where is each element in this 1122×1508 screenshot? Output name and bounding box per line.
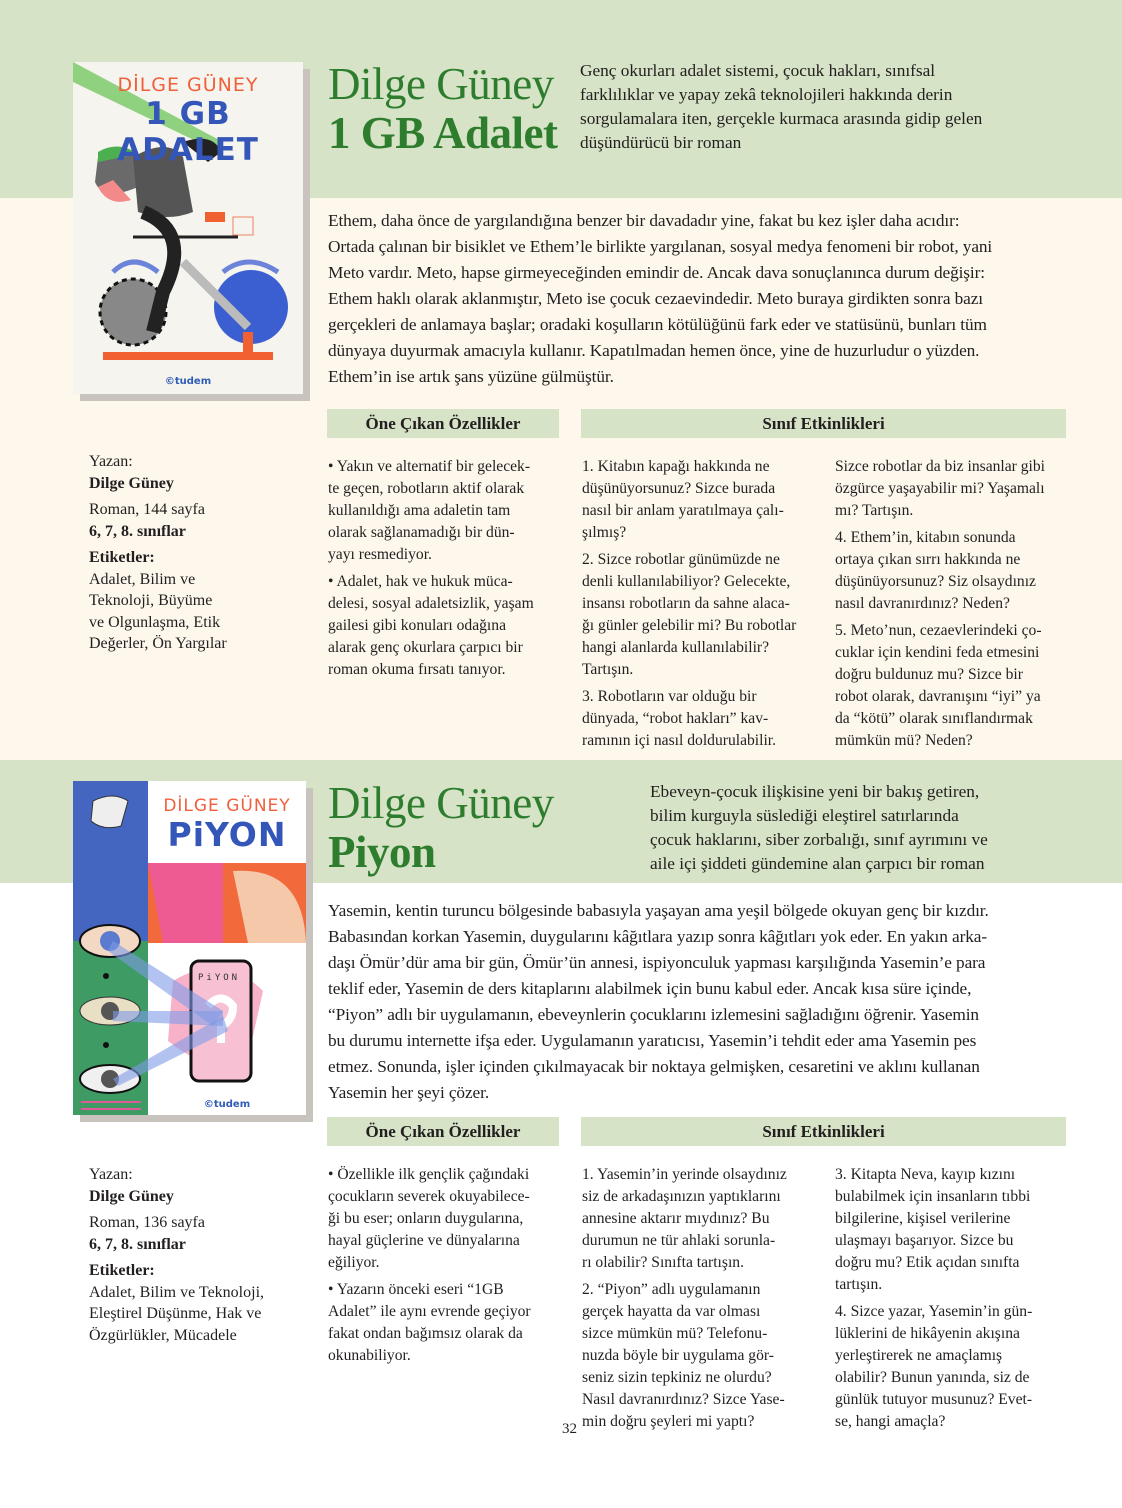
book1-title-block bbox=[328, 59, 558, 158]
book1-cover-image bbox=[73, 62, 303, 394]
book1-cover-author: DİLGE GÜNEY bbox=[117, 74, 259, 96]
book1-activities-header: Sınıf Etkinlikleri bbox=[581, 409, 1066, 438]
meta-tags-line: Adalet, Bilim ve bbox=[89, 570, 196, 588]
tagline-line: düşündürücü bir roman bbox=[580, 133, 742, 152]
summary-line: Ethem’in ise artık şans yüzüne gülmüştür. bbox=[328, 367, 614, 386]
book2-cover-title: PiYON bbox=[167, 815, 287, 854]
meta-tags-line: Eleştirel Düşünme, Hak ve bbox=[89, 1305, 262, 1322]
activity-item: 3. Robotların var olduğu bir dünyada, “robot hakları” kav- ramının içi nasıl doldurulabilir. bbox=[582, 688, 777, 749]
summary-line: Yasemin her şeyi çözer. bbox=[328, 1083, 490, 1102]
book1-activities-col1 bbox=[582, 456, 822, 757]
activity-item: 2. “Piyon” adlı uygulamanın gerçek hayatta da var olması sizce mümkün mü? Telefonu- nuzda böyle bir uygulama gör- seniz sizin tepkiniz ne olurdu? Nasıl davranırdınız? Sizce Yase- min doğru şeyleri mi yaptı? bbox=[582, 1281, 785, 1430]
book2-cover-image bbox=[73, 781, 306, 1115]
highlight-item: • Yazarın önceki eseri “1GB Adalet” ile aynı evrende geçiyor fakat ondan bağımsız olarak da okunabiliyor. bbox=[328, 1281, 531, 1364]
page-number: 32 bbox=[562, 1421, 577, 1437]
book1-highlights-header: Öne Çıkan Özellikler bbox=[327, 409, 559, 438]
summary-line: Meto vardır. Meto, hapse girmeyeceğinden emindir de. Ancak dava sonuçlanınca durum değişir: bbox=[328, 263, 985, 282]
activity-item: 3. Kitapta Neva, kayıp kızını bulabilmek için insanların tıbbi bilgilerine, kişisel verilerine ulaşmayı başarıyor. Sizce bu doğru mu? Etik açıdan sınıfta tartışın. bbox=[835, 1166, 1031, 1293]
meta-tags-line: Teknoloji, Büyüme bbox=[89, 592, 213, 609]
tagline-line: farklılıklar ve yapay zekâ teknolojileri hakkında derin bbox=[580, 85, 953, 104]
meta-tags-line: Özgürlükler, Mücadele bbox=[89, 1326, 237, 1344]
tagline-line: Genç okurları adalet sistemi, çocuk hakları, sınıfsal bbox=[580, 61, 936, 80]
summary-line: gerçekleri de anlamaya başlar; oradaki koşulların kötülüğünü fark eder ve statüsünü, bunları tüm bbox=[328, 315, 987, 334]
book2-title-heading: Piyon bbox=[328, 827, 436, 877]
book1-title-heading: 1 GB Adalet bbox=[328, 108, 558, 158]
summary-line: teklif eder, Yasemin de ders kitaplarını alabilmek için bunu kabul eder. Ancak kısa süre içinde, bbox=[328, 979, 972, 998]
activity-item: Sizce robotlar da biz insanlar gibi özgürce yaşayabilir mi? Yaşamalı mı? Tartışın. bbox=[835, 458, 1046, 519]
summary-line: Yasemin, kentin turuncu bölgesinde babasıyla yaşayan ama yeşil bölgede okuyan genç bir kızdır. bbox=[328, 901, 989, 920]
book2-tagline bbox=[650, 780, 988, 876]
book2-summary bbox=[328, 898, 1068, 1106]
book2-cover-author: DİLGE GÜNEY bbox=[163, 796, 291, 816]
tagline-line: Ebeveyn-çocuk ilişkisine yeni bir bakış getiren, bbox=[650, 782, 980, 801]
activity-item: 5. Meto’nun, cezaevlerindeki ço- cuklar için kendini feda etmesini doğru buldunuz mu? Sizce bir robot olarak, davranışını “iyi” ya da “kötü” olarak sınıflandırmak mümkün mü? Neden? bbox=[835, 622, 1042, 749]
tagline-line: çocuk haklarını, siber zorbalığı, sınıf ayrımını ve bbox=[650, 830, 988, 849]
meta-tags-label: Etiketler: bbox=[89, 549, 155, 566]
summary-line: “Piyon” adlı bir uygulamanın, ebeveynlerin çocuklarını izlemesini sağladığını öğrenir. Yasemin bbox=[328, 1005, 979, 1024]
summary-line: Babasından korkan Yasemin, duygularını kâğıtlara yazıp sonra kâğıtları yok eder. En yakın arka- bbox=[328, 927, 988, 946]
meta-grades: 6, 7, 8. sınıflar bbox=[89, 1235, 186, 1253]
book2-activities-header: Sınıf Etkinlikleri bbox=[581, 1117, 1066, 1146]
book2-activities-col2 bbox=[835, 1164, 1075, 1438]
book2-cover-phone-text: PiYON bbox=[198, 973, 241, 983]
book2-cover-publisher: ©tudem bbox=[203, 1099, 251, 1110]
meta-grades: 6, 7, 8. sınıflar bbox=[89, 522, 186, 540]
book1-activities-col2 bbox=[835, 456, 1075, 757]
meta-author-label: Yazan: bbox=[89, 1166, 133, 1183]
book2-title-block bbox=[328, 778, 554, 877]
summary-line: dünyaya duyurmak amacıyla kullanır. Kapatılmadan hemen önce, yine de huzurludur o yüzden. bbox=[328, 341, 980, 360]
tagline-line: bilim kurguyla süslediği eleştirel satırlarında bbox=[650, 806, 959, 825]
meta-format: Roman, 144 sayfa bbox=[89, 501, 205, 518]
summary-line: Ethem, daha önce de yargılandığına benzer bir davadadır yine, fakat bu kez işler daha acıdır: bbox=[328, 211, 960, 230]
book1-author-heading: Dilge Güney bbox=[328, 59, 554, 109]
book2-highlights-header: Öne Çıkan Özellikler bbox=[327, 1117, 559, 1146]
book1-tagline bbox=[580, 59, 982, 155]
tagline-line: aile içi şiddeti gündemine alan çarpıcı bir roman bbox=[650, 854, 985, 873]
book2-activities-col1 bbox=[582, 1164, 827, 1438]
highlight-item: • Özellikle ilk gençlik çağındaki çocukların severek okuyabilece- ği bu eser; onların duygularına, hayal güçlerine ve dünyalarına eğiliyor. bbox=[328, 1166, 530, 1271]
meta-format: Roman, 136 sayfa bbox=[89, 1214, 205, 1231]
activity-item: 1. Kitabın kapağı hakkında ne düşünüyorsunuz? Sizce burada nasıl bir anlam yaratılmaya çalı- şılmış? bbox=[582, 458, 784, 541]
highlight-item: • Adalet, hak ve hukuk müca- delesi, sosyal adaletsizlik, yaşam gailesi gibi konuları odağına alarak genç okurlara çarpıcı bir roman okuma fırsatı tanıyor. bbox=[328, 573, 534, 678]
book1-cover-publisher: ©tudem bbox=[164, 376, 212, 387]
summary-line: etmez. Sonunda, işler içinden çıkılmayacak bir noktaya gelmişken, cesaretini ve aklını kullanan bbox=[328, 1057, 980, 1076]
book2-highlights bbox=[328, 1164, 568, 1372]
summary-line: Ethem haklı olarak aklanmıştır, Meto ise çocuk cezaevindedir. Meto buraya girdikten sonra bazı bbox=[328, 289, 984, 308]
meta-author-name: Dilge Güney bbox=[89, 1187, 174, 1205]
book1-meta bbox=[89, 451, 227, 655]
summary-line: daşı Ömür’dür ama bir gün, Ömür’ün annesi, ispiyonculuk yapması karşılığında Yasemin’e para bbox=[328, 953, 986, 972]
tagline-line: sorgulamalara iten, gerçekle kurmaca arasında gidip gelen bbox=[580, 109, 983, 128]
summary-line: bu durumu internette ifşa eder. Uygulamanın yaratıcısı, Yasemin’i tehdit eder ama Yasemin pes bbox=[328, 1031, 977, 1050]
summary-line: Ortada çalınan bir bisiklet ve Ethem’le birlikte yargılanan, sosyal medya fenomeni bir robot, yani bbox=[328, 237, 993, 256]
book1-cover-title: 1 GB ADALET bbox=[117, 96, 259, 168]
meta-author-name: Dilge Güney bbox=[89, 474, 174, 492]
meta-author-label: Yazan: bbox=[89, 453, 133, 470]
activity-item: 1. Yasemin’in yerinde olsaydınız siz de arkadaşınızın yaptıklarını annesine aktarır mıydınız? Bu durumun ne tür ahlaki sorunla- rı olabilir? Sınıfta tartışın. bbox=[582, 1166, 787, 1271]
activity-item: 4. Sizce yazar, Yasemin’in gün- lüklerini de hikâyenin akışına yerleştirerek ne amaçlamış olabilir? Bunun yanında, siz de günlük tutuyor musunuz? Evet- se, hangi amaçla? bbox=[835, 1303, 1033, 1430]
highlight-item: • Yakın ve alternatif bir gelecek- te geçen, robotların aktif olarak kullanıldığı ama adaletin tam olarak sağlanamadığı bir dün- yayı resmediyor. bbox=[328, 458, 531, 563]
book1-summary bbox=[328, 208, 1068, 390]
meta-tags-label: Etiketler: bbox=[89, 1262, 155, 1279]
book1-highlights bbox=[328, 456, 568, 686]
meta-tags-line: Adalet, Bilim ve Teknoloji, bbox=[89, 1283, 265, 1301]
meta-tags-line: Değerler, Ön Yargılar bbox=[89, 635, 227, 652]
activity-item: 2. Sizce robotlar günümüzde ne denli kullanılabiliyor? Gelecekte, insansı robotların da sahne alaca- ğı günler gelebilir mi? Bu robotlar hangi alanlarda kullanılabilir? Tartışın. bbox=[582, 551, 797, 678]
activity-item: 4. Ethem’in, kitabın sonunda ortaya çıkan sırrı hakkında ne düşünüyorsunuz? Siz olsaydınız nasıl davranırdınız? Neden? bbox=[835, 529, 1036, 612]
book2-author-heading: Dilge Güney bbox=[328, 778, 554, 828]
meta-tags-line: ve Olgunlaşma, Etik bbox=[89, 613, 221, 631]
book2-meta bbox=[89, 1164, 264, 1346]
